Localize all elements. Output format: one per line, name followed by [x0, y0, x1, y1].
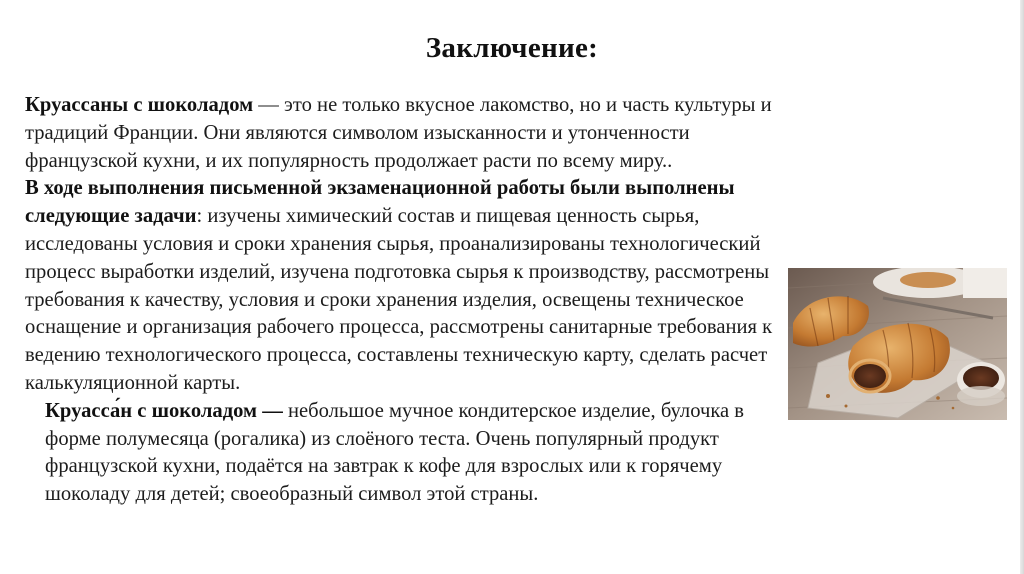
paragraph-definition-body: небольшое мучное кондитерское изделие, булочка в форме полумесяца (рогалика) из слоёного теста. Очень популярный продукт французской кухни, подаётся на завтрак к кофе для взрослых или к горячему шоколаду для детей; своеобразный символ этой страны. [45, 399, 745, 506]
paragraph-tasks-body: : изучены химический состав и пищевая ценность сырья, исследованы условия и сроки хранения сырья, проанализированы технологический процесс выработки изделий, изучена подготовка сырья к производству, рассмотрены требования к качеству, условия и сроки хранения изделия, освещены техническое оснащение и организация рабочего процесса, рассмотрены санитарные требования к ведению технологического процесса, составлены техническую карту, сделать расчет калькуляционной карты. [25, 205, 773, 394]
conclusion-text [25, 92, 785, 509]
page-title: Заключение: [425, 32, 599, 64]
croissant-photo [788, 268, 1007, 420]
paragraph-tasks [25, 175, 785, 397]
slide-edge [1020, 0, 1024, 574]
paragraph-definition [25, 398, 785, 509]
paragraph-tasks-lead: В ходе выполнения письменной экзаменационной работы были выполнены следующие задачи [25, 177, 735, 228]
paragraph-intro-lead: Круассаны с шоколадом [25, 94, 254, 116]
paragraph-intro [25, 92, 785, 175]
paragraph-definition-lead: Круасса́н с шоколадом — [45, 399, 283, 422]
paragraph-intro-body: — это не только вкусное лакомство, но и часть культуры и традиций Франции. Они являются символом изысканности и утонченности французской кухни, и их популярность продолжает расти по всему миру.. [25, 94, 772, 172]
